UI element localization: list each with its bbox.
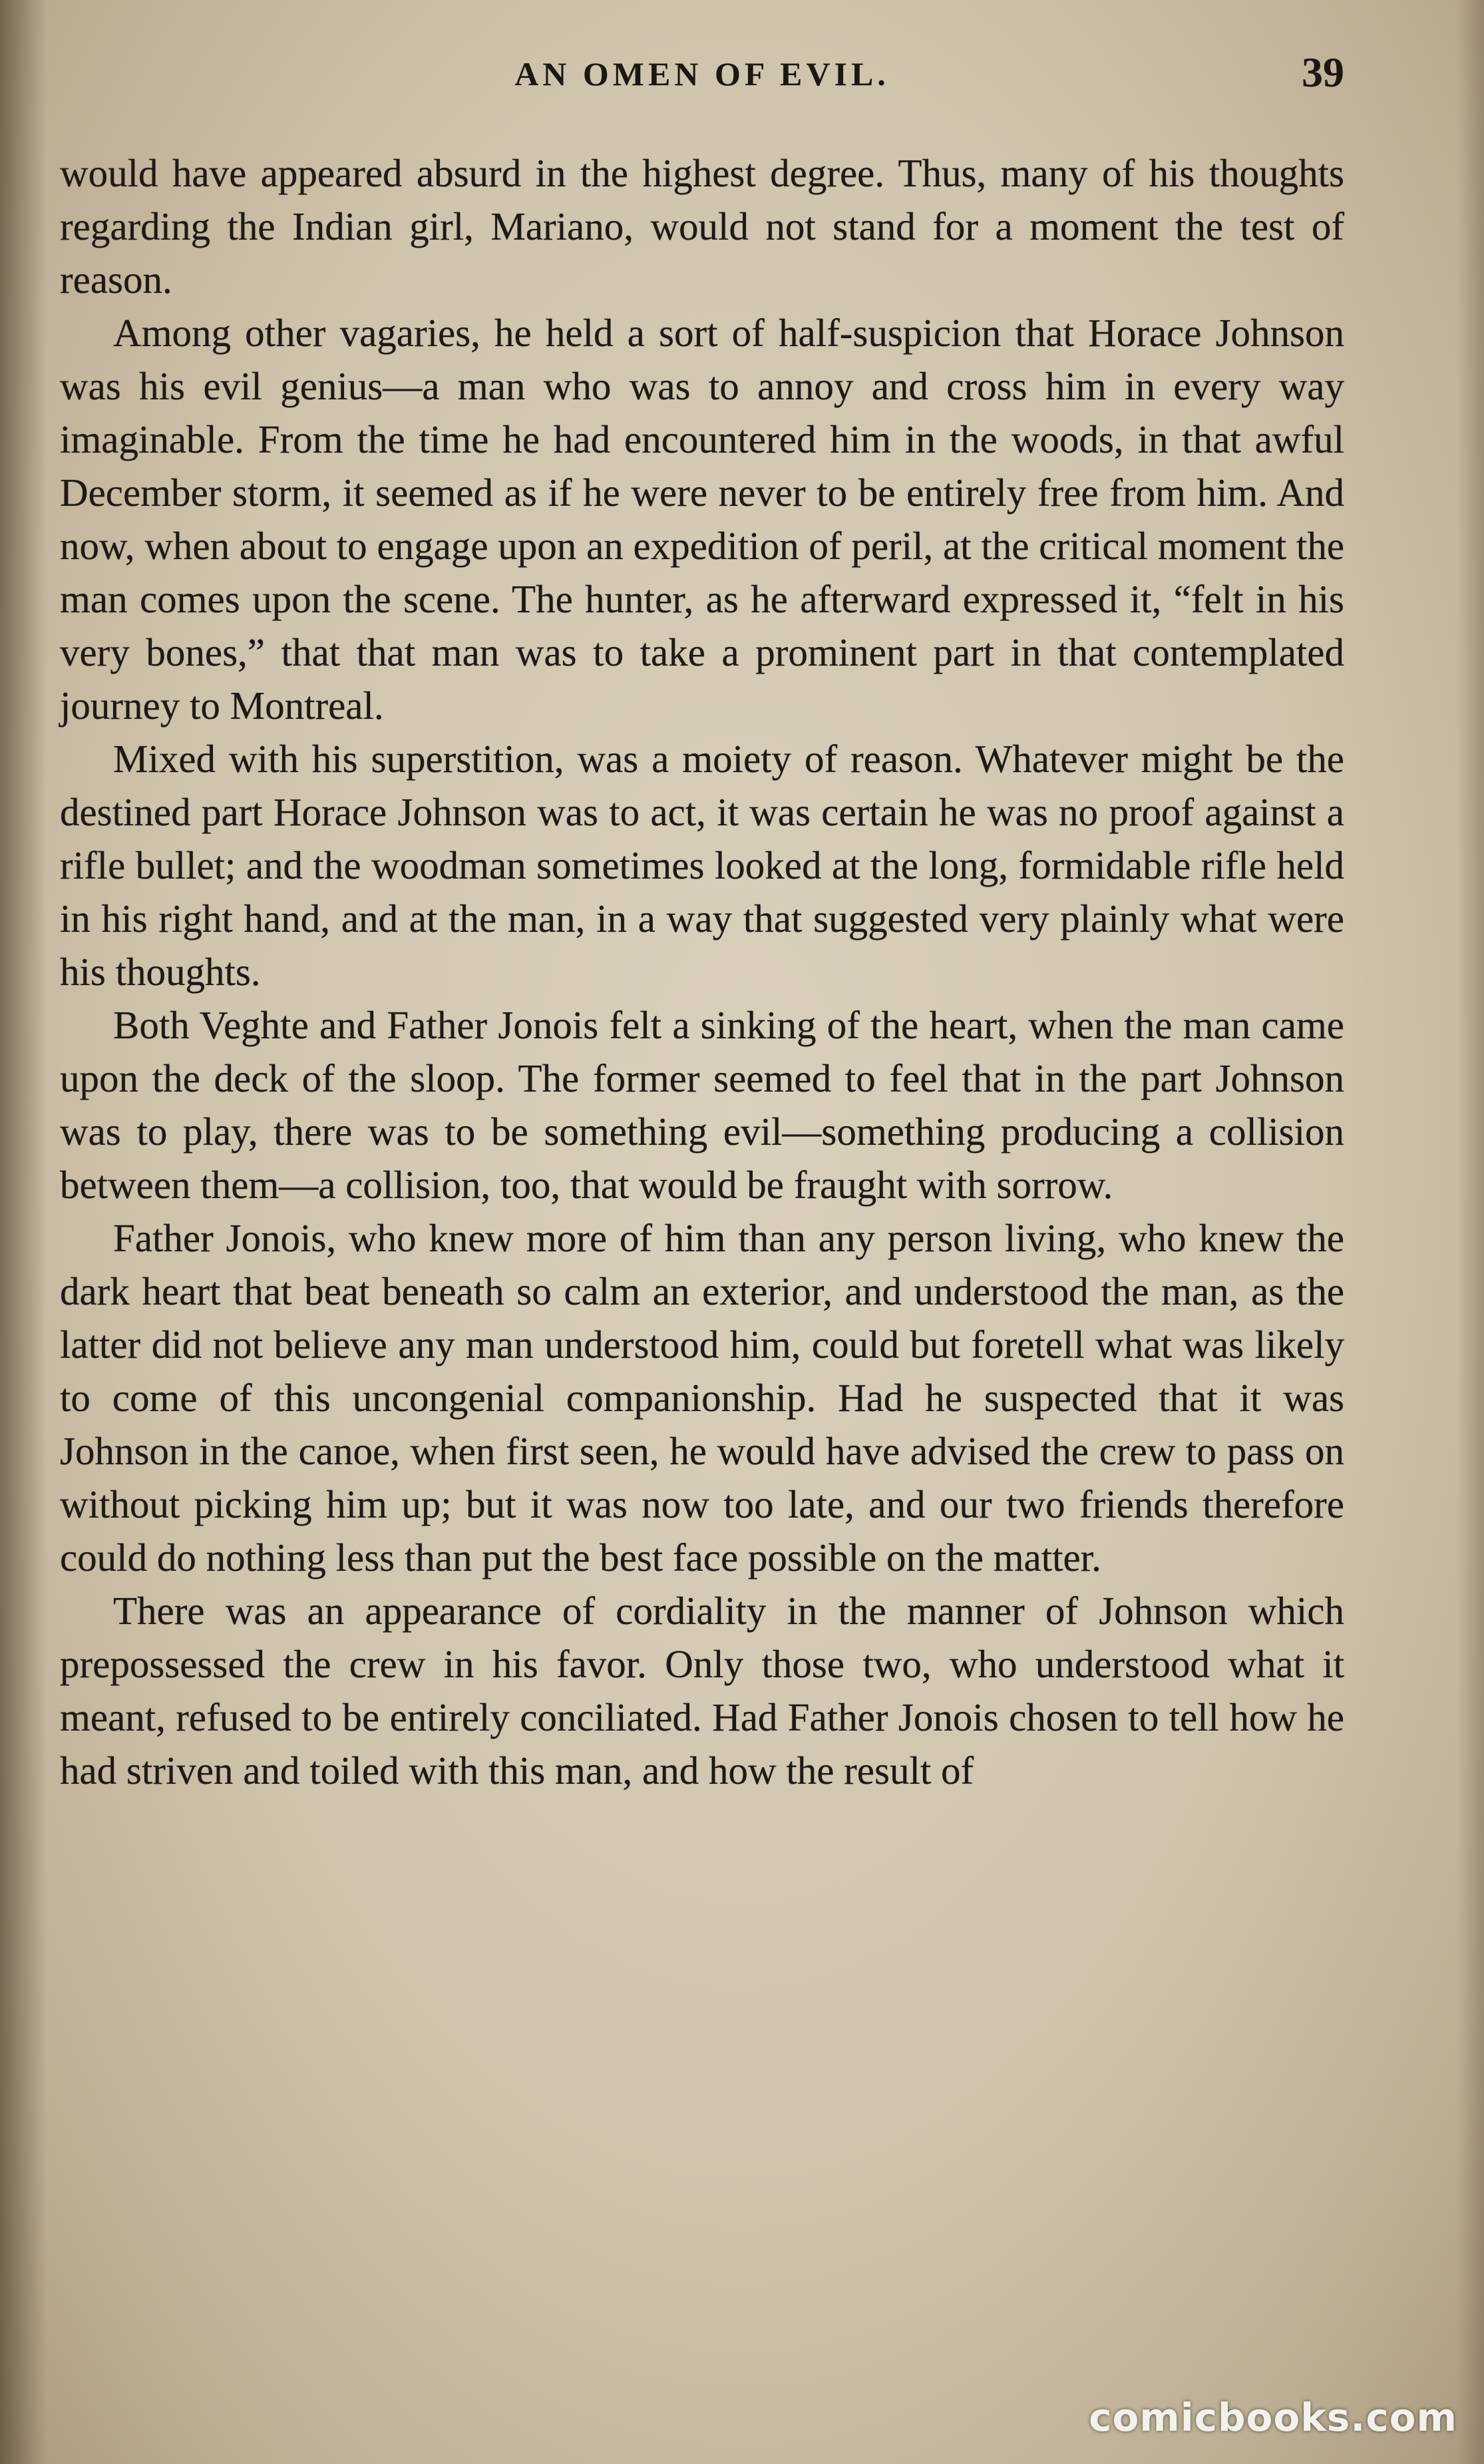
running-head: AN OMEN OF EVIL. bbox=[514, 55, 890, 93]
page-header bbox=[60, 48, 1344, 121]
watermark: comicbooks.com bbox=[1089, 2395, 1457, 2440]
paragraph: would have appeared absurd in the highest degree. Thus, many of his thoughts regarding the Indian girl, Mariano, would not stand for a moment the test of reason. bbox=[60, 151, 1344, 302]
paragraph: There was an appearance of cordiality in the manner of Johnson which prepossessed the crew in his favor. Only those two, who understood what it meant, refused to be entirely conciliated. Had Father Jonois chosen to tell how he had striven and toiled with this man, and how the result of bbox=[60, 1589, 1344, 1792]
paragraph: Mixed with his superstition, was a moiety of reason. Whatever might be the destined part Horace Johnson was to act, it was certain he was no proof against a rifle bullet; and the woodman sometimes looked at the long, formidable rifle held in his right hand, and at the man, in a way that suggested very plainly what were his thoughts. bbox=[60, 737, 1344, 994]
page-number: 39 bbox=[1302, 49, 1344, 96]
page-edge-shadow bbox=[1457, 0, 1484, 2464]
paragraph: Both Veghte and Father Jonois felt a sinking of the heart, when the man came upon the deck of the sloop. The former seemed to feel that in the part Johnson was to play, there was to be something evil—something producing a collision between them—a collision, too, that would be fraught with sorrow. bbox=[60, 1003, 1344, 1207]
paragraph: Among other vagaries, he held a sort of half-suspicion that Horace Johnson was his evil genius—a man who was to annoy and cross him in every way imaginable. From the time he had encountered him in the woods, in that awful December storm, it seemed as if he were never to be entirely free from him. And now, when about to engage upon an expedition of peril, at the critical moment the man comes upon the scene. The hunter, as he afterward expressed it, “felt in his very bones,” that that man was to take a prominent part in that contemplated journey to Montreal. bbox=[60, 311, 1344, 727]
gutter-shadow bbox=[0, 0, 47, 2464]
body-text bbox=[60, 146, 1344, 1797]
paragraph: Father Jonois, who knew more of him than any person living, who knew the dark heart that beat beneath so calm an exterior, and understood the man, as the latter did not believe any man understood him, could but foretell what was likely to come of this uncongenial companionship. Had he suspected that it was Johnson in the canoe, when first seen, he would have advised the crew to pass on without picking him up; but it was now too late, and our two friends therefore could do nothing less than put the best face possible on the matter. bbox=[60, 1216, 1344, 1579]
